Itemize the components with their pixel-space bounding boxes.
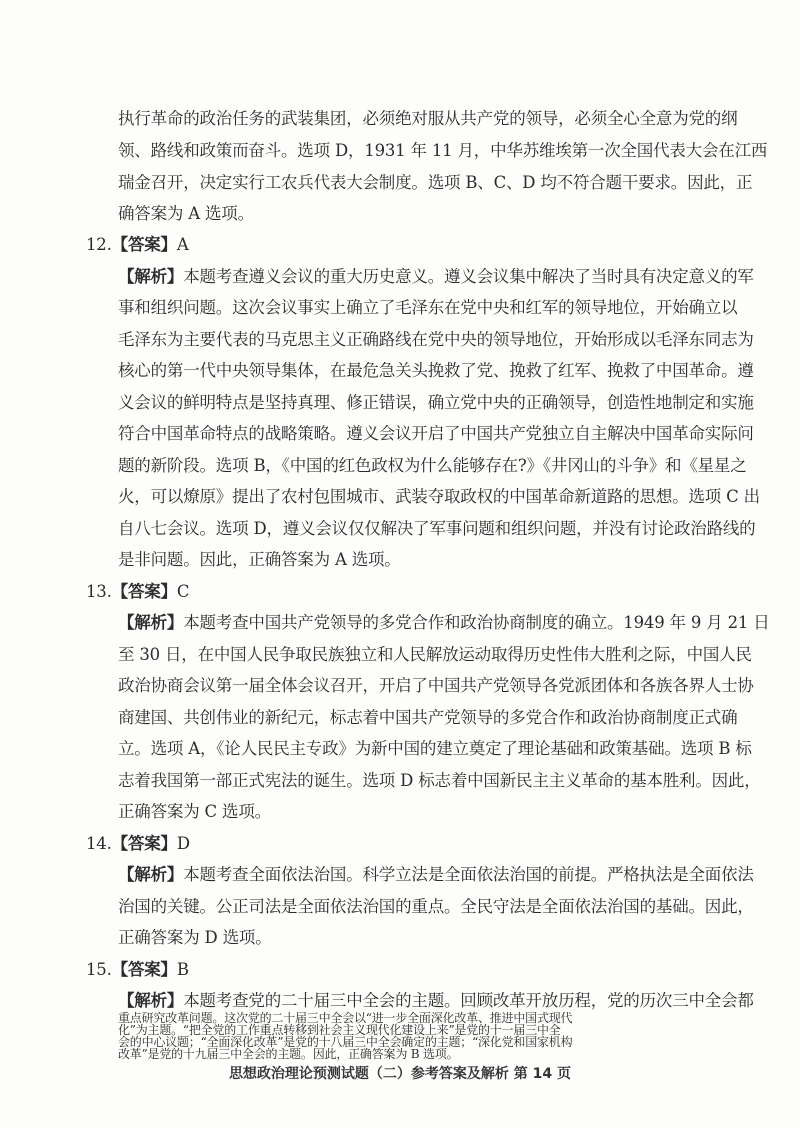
question-15-analysis-line: 改革”是党的十九届三中全会的主题。因此，正确答案为 B 选项。 [118,1047,459,1061]
question-12-analysis-line: 自八七会议。选项 D，遵义会议仅仅解决了军事问题和组织问题，并没有讨论政治路线的 [118,519,756,538]
answer-label: 【答案】 [111,834,177,853]
answer-value: C [176,582,190,601]
analysis-label: 【解析】 [118,613,184,632]
question-15-answer [86,959,189,981]
question-14-analysis-line: 正确答案为 D 选项。 [118,928,272,947]
question-12-analysis-line: 题的新阶段。选项 B，《中国的红色政权为什么能够存在?》《井冈山的斗争》和《星星之 [118,456,747,475]
analysis-label: 【解析】 [118,865,184,884]
question-13-analysis-line: 立。选项 A，《论人民民主专政》为新中国的建立奠定了理论基础和政策基础。选项 B 标 [118,739,752,758]
answer-value: A [176,235,189,254]
analysis-text: 本题考查中国共产党领导的多党合作和政治协商制度的确立。1949 年 9 月 21 日 [183,613,770,632]
question-12-analysis-line: 符合中国革命特点的战略策略。遵义会议开启了中国共产党独立自主解决中国革命实际问 [118,424,754,443]
question-12-analysis-line [118,266,754,288]
analysis-label: 【解析】 [118,267,184,286]
question-14-answer [86,833,190,855]
answer-label: 【答案】 [111,960,177,979]
question-13-analysis-line: 至 30 日，在中国人民争取民族独立和人民解放运动取得历史性伟大胜利之际，中国人民 [118,645,752,664]
question-15-analysis-line: 重点研究改革问题。这次党的二十届三中全会以“进一步全面深化改革、推进中国式现代 [118,1011,573,1025]
question-15-analysis-line: 会的中心议题；“全面深化改革”是党的十八届三中全会确定的主题；“深化党和国家机构 [118,1035,573,1049]
question-12-analysis-line: 毛泽东为主要代表的马克思主义正确路线在党中央的领导地位，开始形成以毛泽东同志为 [118,330,754,349]
question-15-analysis-line [118,990,754,1012]
answer-value: B [176,960,189,979]
question-15-analysis-line: 化”为主题。“把全党的工作重点转移到社会主义现代化建设上来”是党的十一届三中全 [118,1023,561,1037]
analysis-text: 本题考查遵义会议的重大历史意义。遵义会议集中解决了当时具有决定意义的军 [183,267,754,286]
question-12-analysis-line: 火，可以燎原》提出了农村包围城市、武装夺取政权的中国革命新道路的思想。选项 C 出 [118,487,760,506]
intro-line: 领、路线和政策而奋斗。选项 D，1931 年 11 月，中华苏维埃第一次全国代表大会在江西 [118,141,768,160]
question-number: 12. [86,235,112,254]
question-13-analysis-line [118,612,770,634]
intro-line: 瑞金召开，决定实行工农兵代表大会制度。选项 B、C、D 均不符合题干要求。因此，正 [118,173,753,192]
answer-label: 【答案】 [111,582,177,601]
question-12-answer [86,234,189,256]
question-13-analysis-line: 政治协商会议第一届全体会议召开，开启了中国共产党领导各党派团体和各族各界人士协 [118,676,754,695]
question-number: 14. [86,834,112,853]
page-footer: 思想政治理论预测试题（二）参考答案及解析 第 14 页 [228,1066,572,1082]
intro-line: 执行革命的政治任务的武装集团，必须绝对服从共产党的领导，必须全心全意为党的纲 [118,109,738,128]
question-12-analysis-line: 义会议的鲜明特点是坚持真理、修正错误，确立党中央的正确领导，创造性地制定和实施 [118,393,754,412]
analysis-text: 本题考查党的二十届三中全会的主题。回顾改革开放历程，党的历次三中全会都 [183,991,754,1010]
question-12-analysis-line: 是非问题。因此，正确答案为 A 选项。 [118,550,401,569]
question-13-analysis-line: 正确答案为 C 选项。 [118,802,271,821]
intro-line: 确答案为 A 选项。 [118,204,254,223]
question-14-analysis-line: 治国的关键。公正司法是全面依法治国的重点。全民守法是全面依法治国的基础。因此， [118,897,754,916]
question-12-analysis-line: 事和组织问题。这次会议事实上确立了毛泽东在党中央和红军的领导地位，开始确立以 [118,298,738,317]
analysis-label: 【解析】 [118,991,184,1010]
question-14-analysis-line [118,864,754,886]
answer-value: D [176,834,190,853]
question-number: 15. [86,960,112,979]
question-13-answer [86,581,189,603]
question-number: 13. [86,582,112,601]
question-12-analysis-line: 核心的第一代中央领导集体，在最危急关头挽救了党、挽救了红军、挽救了中国革命。遵 [118,361,754,380]
answer-label: 【答案】 [111,235,177,254]
question-13-analysis-line: 商建国、共创伟业的新纪元，标志着中国共产党领导的多党合作和政治协商制度正式确 [118,708,738,727]
analysis-text: 本题考查全面依法治国。科学立法是全面依法治国的前提。严格执法是全面依法 [183,865,754,884]
question-13-analysis-line: 志着我国第一部正式宪法的诞生。选项 D 标志着中国新民主主义革命的基本胜利。因此， [118,771,761,790]
